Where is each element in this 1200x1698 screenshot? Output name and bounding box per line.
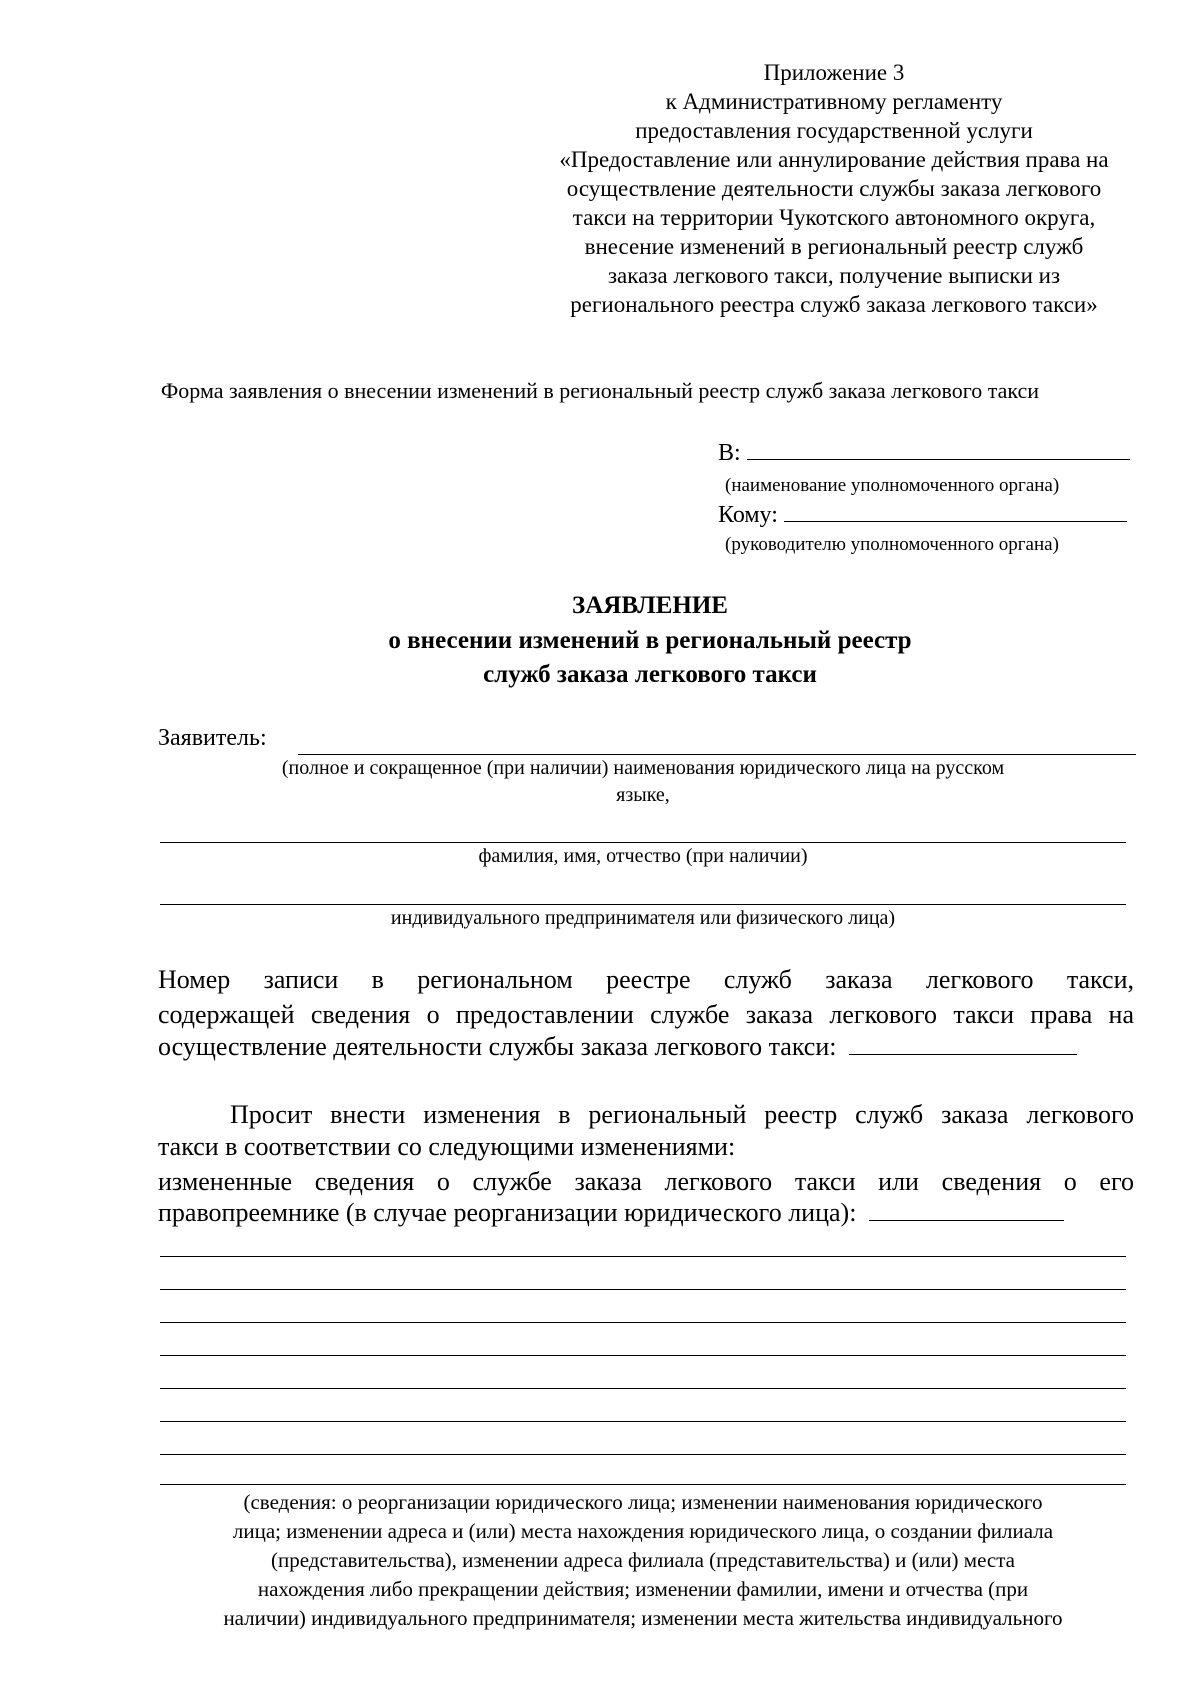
applicant-label: Заявитель: [158,725,267,751]
to-input-line[interactable] [747,459,1130,460]
form-title: Форма заявления о внесении изменений в региональный реестр служб заказа легкового такси [160,378,1040,403]
heading-title: ЗАЯВЛЕНИЕ [572,592,728,619]
applicant-caption-3: фамилия, имя, отчество (при наличии) [478,845,808,867]
record-line-3-wrap [158,1032,1077,1062]
whom-input-line[interactable] [784,521,1127,522]
applicant-caption-4: индивидуального предпринимателя или физического лица) [390,907,896,929]
appendix-line: заказа легкового такси, получение выписки из [607,263,1061,288]
appendix-line: регионального реестра служб заказа легкового такси» [570,292,1098,317]
appendix-line: осуществление деятельности службы заказа легкового [566,176,1102,201]
appendix-line: внесение изменений в региональный реестр служб [584,234,1084,259]
record-line-2: содержащей сведения о предоставлении службе заказа легкового такси права на [158,1000,1134,1029]
blank-line[interactable] [160,1355,1126,1356]
request-line-4: правопреемнике (в случае реорганизации юридического лица): [158,1198,857,1227]
applicant-input-line[interactable] [298,754,1136,755]
changes-caption-line: нахождения либо прекращении действия; изменении фамилии, имени и отчества (при [257,1577,1029,1601]
changes-caption-line: лица; изменении адреса и (или) места нахождения юридического лица, о создании филиала [232,1519,1054,1543]
record-number-input-line[interactable] [849,1054,1077,1055]
appendix-line: предоставления государственной услуги [635,118,1033,143]
blank-line[interactable] [160,1256,1126,1257]
request-line-4-wrap [158,1198,1064,1228]
to-caption: (наименование уполномоченного органа) [725,475,1060,496]
blank-line[interactable] [160,1388,1126,1389]
record-line-1: Номер записи в региональном реестре служб заказа легкового такси, [158,965,1134,994]
blank-line[interactable] [160,1289,1126,1290]
blank-line[interactable] [160,1421,1126,1422]
heading-subtitle-2: служб заказа легкового такси [483,661,817,688]
changes-input-line[interactable] [869,1220,1064,1221]
to-field [718,440,1130,467]
record-line-3: осуществление деятельности службы заказа легкового такси: [158,1032,837,1061]
appendix-line: такси на территории Чукотского автономного округа, [572,205,1096,230]
appendix-line: Приложение 3 [763,60,905,85]
blank-line[interactable] [160,1454,1126,1455]
applicant-input-line-3[interactable] [160,904,1126,905]
whom-label: Кому: [718,502,778,528]
changes-caption [150,1488,1136,1633]
request-line-2: такси в соответствии со следующими изменениями: [158,1132,736,1161]
whom-field [718,502,1127,529]
applicant-caption-1: (полное и сокращенное (при наличии) наименования юридического лица на русском [281,757,1005,779]
blank-line[interactable] [160,1322,1126,1323]
heading-subtitle-1: о внесении изменений в региональный реестр [388,627,912,654]
applicant-input-line-2[interactable] [160,842,1126,843]
request-line-3: измененные сведения о службе заказа легкового такси или сведения о его [158,1167,1134,1196]
to-label: В: [718,440,741,466]
blank-line[interactable] [160,1484,1126,1485]
appendix-line: «Предоставление или аннулирование действия права на [559,147,1109,172]
appendix-line: к Административному регламенту [665,89,1003,114]
appendix-block [540,58,1128,319]
changes-caption-line: (сведения: о реорганизации юридического лица; изменении наименования юридического [243,1490,1043,1514]
applicant-caption-2: языке, [616,784,670,806]
changes-caption-line: (представительства), изменении адреса филиала (представительства) и (или) места [270,1548,1015,1572]
changes-caption-line: наличии) индивидуального предпринимателя; изменении места жительства индивидуального [223,1606,1063,1630]
request-line-1: Просит внести изменения в региональный реестр служб заказа легкового [230,1100,1134,1129]
whom-caption: (руководителю уполномоченного органа) [725,534,1059,555]
